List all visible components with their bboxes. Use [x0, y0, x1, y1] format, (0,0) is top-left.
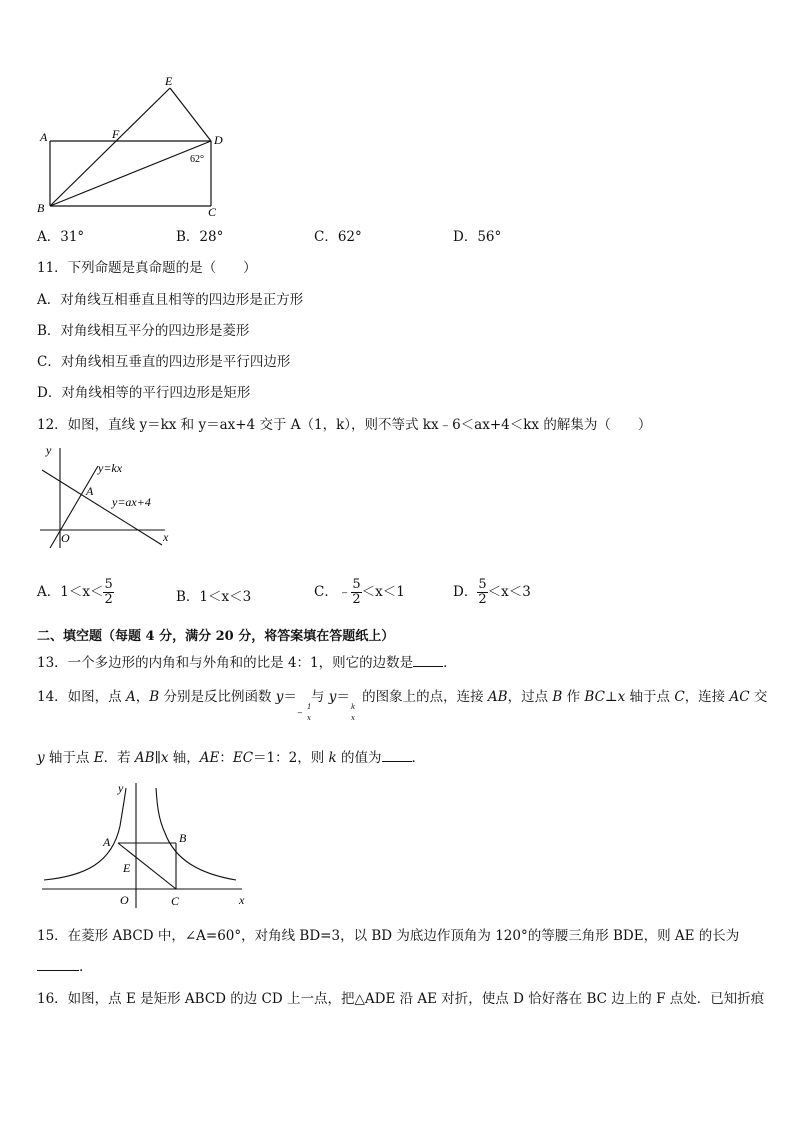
q14-var-ab: AB	[487, 689, 508, 705]
q14-text-f: 轴于点	[625, 689, 675, 705]
q12-line-kx	[50, 466, 98, 548]
q12-option-d-num: 5	[478, 577, 487, 592]
q11-option-c: C．对角线相互垂直的四边形是平行四边形	[37, 354, 291, 370]
q11-stem: 11．下列命题是真命题的是（ ）	[37, 260, 257, 276]
q14-label-o: O	[120, 893, 129, 907]
q14-fraction1-num: 1	[307, 703, 312, 711]
q14-answer-blank	[382, 749, 412, 762]
q14-var-c: C	[674, 689, 685, 705]
q14-fraction2-num: k	[351, 703, 356, 711]
q12-option-d-fraction	[477, 578, 487, 607]
q14-l2-var-x: x	[160, 750, 169, 766]
q12-figure	[30, 440, 180, 552]
q10-label-b: B	[37, 201, 45, 215]
q11-option-b: B．对角线相互平分的四边形是菱形	[37, 323, 250, 339]
q14-line2	[37, 749, 425, 767]
q14-text-d: ，过点	[507, 689, 553, 705]
q14-l2-var-k: k	[328, 750, 337, 766]
q14-figure	[30, 778, 260, 913]
q10-label-a: A	[40, 130, 48, 144]
q14-fraction2-den: x	[351, 714, 355, 722]
q12-label-o: O	[61, 531, 70, 545]
q12-option-a-num: 5	[104, 577, 113, 592]
q14-l2-text-c: 轴，	[168, 750, 200, 766]
q14-var-y2: y	[328, 689, 337, 705]
q14-var-b2: B	[552, 689, 563, 705]
q12-option-b: B．1＜x＜3	[176, 589, 252, 605]
q12-option-a-den: 2	[104, 592, 113, 607]
q13-text: 13．一个多边形的内角和与外角和的比是 4：1，则它的边数是	[37, 655, 414, 671]
q10-figure	[30, 70, 240, 220]
q14-fraction1-den: x	[307, 714, 311, 722]
q12-option-a-fraction	[103, 578, 113, 607]
q12-label-ax4: y=ax+4	[112, 495, 151, 509]
q14-label-a: A	[103, 835, 111, 849]
q14-var-x: x	[617, 689, 626, 705]
q12-option-c-den: 2	[352, 592, 361, 607]
q14-line1	[37, 688, 767, 706]
q14-var-y1: y	[275, 689, 284, 705]
q14-text-c: 的图象上的点，连接	[357, 689, 488, 705]
q14-var-b: B	[149, 689, 160, 705]
q14-label-e: E	[123, 861, 131, 875]
q14-var-a: A	[125, 689, 136, 705]
q14-curve-right	[156, 788, 236, 880]
q14-l2-parallel: ∥	[154, 750, 161, 766]
q14-eq2: ＝	[336, 689, 350, 705]
q11-option-a: A．对角线互相垂直且相等的四边形是正方形	[37, 292, 304, 308]
q14-l2-var-e: E	[93, 750, 104, 766]
q11-option-d: D．对角线相等的平行四边形是矩形	[37, 385, 251, 401]
q14-fraction1-minus: −	[297, 709, 303, 717]
q12-option-c-fraction	[351, 578, 361, 607]
q12-option-d-den: 2	[478, 592, 487, 607]
section2-heading: 二、填空题（每题 4 分，满分 20 分，将答案填在答题纸上）	[37, 629, 395, 644]
q14-sep: ，	[135, 689, 150, 705]
q13-end: ．	[443, 655, 457, 671]
q14-text-h: 交	[749, 689, 768, 705]
q10-line-be	[50, 88, 170, 206]
q14-var-ac: AC	[729, 689, 750, 705]
q12-label-x: x	[163, 530, 169, 544]
q15-stem: 15．在菱形 ABCD 中，∠A=60°，对角线 BD=3，以 BD 为底边作顶角为 120°的等腰三角形 BDE，则 AE 的长为	[37, 928, 740, 944]
q12-option-d-suffix: ＜x＜3	[487, 584, 531, 600]
q14-label-c: C	[171, 894, 180, 908]
q14-text-a: 14．如图，点	[37, 689, 126, 705]
q13-answer-blank	[413, 654, 443, 667]
q12-option-c-text: C．﹣	[314, 584, 352, 600]
q14-l2-text-b: ．若	[103, 750, 135, 766]
q10-option-b: B．28°	[176, 229, 224, 245]
q12-option-c	[314, 578, 405, 607]
q10-option-d: D．56°	[453, 229, 502, 245]
q14-text-e: 作	[562, 689, 585, 705]
q14-label-y: y	[118, 781, 124, 795]
q10-line-ed	[170, 88, 211, 141]
q10-option-c: C．62°	[314, 229, 362, 245]
q14-l2-text-e: 的值为	[336, 750, 382, 766]
q14-l2-var-ae: AE	[199, 750, 220, 766]
q12-label-kx: y=kx	[98, 461, 123, 475]
q15-line2	[37, 958, 83, 976]
q16-stem: 16．如图，点 E 是矩形 ABCD 的边 CD 上一点，把△ADE 沿 AE 对折，使点 D 恰好落在 BC 边上的 F 点处．已知折痕	[37, 991, 765, 1007]
q15-answer-blank	[37, 958, 79, 971]
q10-label-e: E	[165, 74, 173, 88]
q14-text-b: 分别是反比例函数	[159, 689, 276, 705]
q14-curve-left	[44, 788, 126, 880]
q14-label-b: B	[179, 831, 187, 845]
q14-label-x: x	[239, 893, 245, 907]
q14-l2-colon: ：	[219, 750, 233, 766]
q10-line-bd	[50, 141, 211, 206]
q13-line	[37, 654, 457, 672]
q10-label-d: D	[214, 133, 223, 147]
q12-option-c-num: 5	[352, 577, 361, 592]
q10-label-angle: 62°	[190, 154, 204, 165]
q14-perp: ⊥	[604, 689, 618, 705]
q12-label-y: y	[46, 443, 52, 457]
q14-l2-end: ．	[411, 750, 425, 766]
q14-text-mid: 与	[310, 689, 329, 705]
q12-option-a-text: A．1＜x＜	[37, 584, 104, 600]
q12-label-a: A	[86, 484, 94, 498]
q10-option-a: A．31°	[37, 229, 85, 245]
q10-label-c: C	[208, 205, 217, 219]
q12-option-d	[453, 578, 531, 607]
q14-l2-var-ec: EC	[232, 750, 254, 766]
q10-label-f: F	[112, 127, 120, 141]
q14-l2-var-ab: AB	[134, 750, 155, 766]
q12-option-c-suffix: ＜x＜1	[361, 584, 405, 600]
q14-var-bc: BC	[584, 689, 605, 705]
q14-l2-text-d: ＝1：2，则	[253, 750, 329, 766]
q12-stem: 12．如图，直线 y＝kx 和 y＝ax+4 交于 A（1，k），则不等式 kx﹣6＜ax+4＜kx 的解集为（ ）	[37, 417, 652, 433]
q14-l2-var-y: y	[37, 750, 45, 766]
q12-option-d-text: D．	[453, 584, 478, 600]
q15-end: .	[79, 959, 84, 975]
q14-eq1: ＝	[283, 689, 297, 705]
q12-option-a	[37, 578, 114, 607]
q14-text-g: ，连接	[684, 689, 730, 705]
q14-l2-text-a: 轴于点	[44, 750, 94, 766]
